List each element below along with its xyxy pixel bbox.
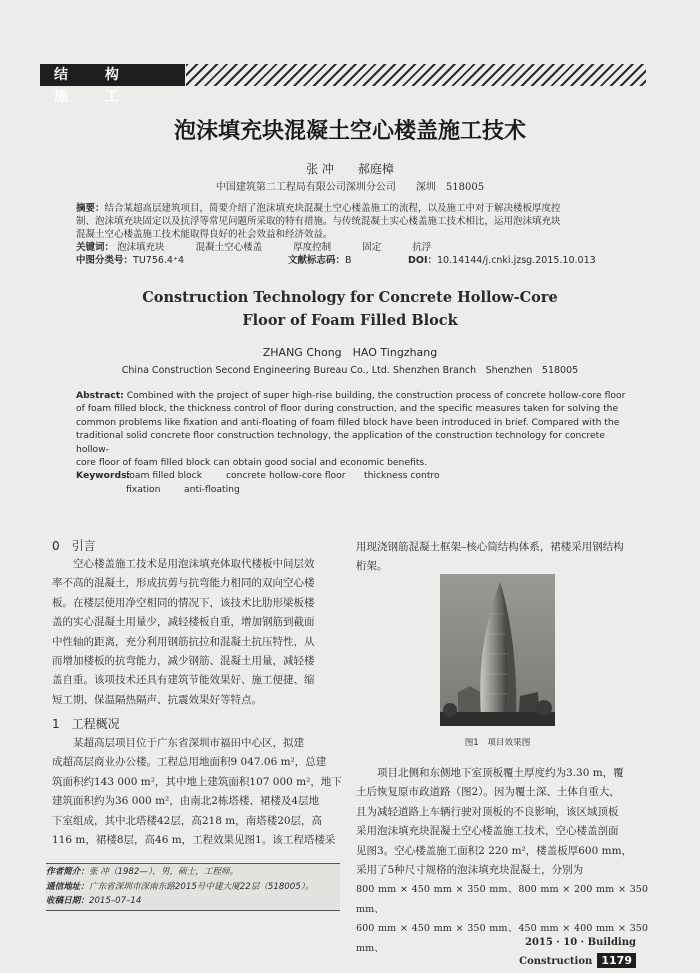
article-title-cn: 泡沫填充块混凝土空心楼盖施工技术: [173, 119, 526, 144]
section-heading-overview: 1 工程概况: [52, 717, 120, 731]
abstract-en-line: common problems like fixation and anti-floating of foam filled block have been introduced in brief. Compared with the: [76, 416, 620, 428]
abstract-cn: [76, 202, 632, 267]
keywords-en: Keywords: foam filled block concrete hollow-core floor thickness contro: [76, 470, 440, 482]
keywords-en-cont: fixation anti-floating: [126, 483, 240, 495]
abstract-cn-line: 摘要：结合某超高层建筑项目，简要介绍了泡沫填充块混凝土空心楼盖施工的流程，以及施工中对于解决楼板厚度控: [76, 203, 561, 214]
abstract-en-label: Abstract:: [76, 390, 124, 401]
issue-label: 2015 · 10 · Building Construction: [519, 937, 636, 967]
section-intro-body: 空心楼盖施工技术是用泡沫填充体取代楼板中间层效 率不高的混凝土，形成抗剪与抗弯能力相同的双向空心楼 板。在楼层使用净空相同的情况下，该技术比肋形梁板楼 盖的实心混凝土用量少，减轻楼板自重，增加钢筋到截面 中性轴的距离，充分利用钢筋抗拉和混凝土抗压特性，从 而增加楼板的抗弯能力，减少钢筋、混凝土用量，减轻楼 盖自重。该项技术还具有建筑节能效果好、施工便捷、缩 短工期、保温隔热隔声、抗震效果好等特点。: [52, 558, 315, 706]
section-label: 结 构 施 工: [40, 64, 185, 86]
figure-caption: 图1 项目效果图: [464, 738, 531, 748]
doi: DOI：10.14144/j.cnki.jzsg.2015.10.013: [408, 255, 596, 266]
authors-en: ZHANG Chong HAO Tingzhang: [262, 346, 438, 359]
abstract-cn-label: 摘要：: [76, 203, 105, 214]
authors-cn: 张 冲 郝庭樟: [306, 162, 394, 176]
project-rendering-image: [440, 574, 555, 726]
abstract-en-line: of foam filled block, the thickness control of floor during construction, and the specific measures taken for solving the: [76, 403, 619, 415]
footnote-author: 作者简介：张 冲（1982—），男，硕士，工程师。: [46, 867, 239, 877]
article-title-en-line2: Floor of Foam Filled Block: [242, 312, 458, 329]
keywords-cn: 关键词： 泡沫填充块 混凝土空心楼盖 厚度控制 固定 抗浮: [76, 242, 432, 253]
abstract-cn-line: 混凝土空心楼盖施工技术能取得良好的社会效益和经济效益。: [76, 229, 333, 240]
affiliation-cn: 中国建筑第二工程局有限公司深圳分公司 深圳 518005: [215, 182, 485, 193]
section-overview-body: 某超高层项目位于广东省深圳市福田中心区，拟建 成超高层商业办公楼。工程总用地面积9 047.06 m²，总建 筑面积约143 000 m²，其中地上建筑面积107 000 m²，地下 建筑面积约为36 000 m²，由南北2栋塔楼、裙楼及4层地 下室组成，其中北塔楼42层，高218 m，南塔楼20层，高 116 m，裙楼8层，高46 m，工程效果见图1。该工程塔楼采: [52, 737, 342, 847]
footnote-received: 收稿日期：2015–07–14: [46, 896, 142, 906]
abstract-en-line: core floor of foam filled block can obtain good social and economic benefits.: [76, 457, 428, 469]
right-column-body: 项目北侧和东侧地下室顶板覆土厚度约为3.30 m，覆 土后恢复原市政道路（图2）。因为覆土深、土体自重大， 且为减轻道路上车辆行驶对顶板的不良影响，该区域顶板 采用泡沫填充块混凝土空心楼盖施工技术，空心楼盖剖面 见图3。空心楼盖施工面积2 220 m²，楼盖板厚600 mm， 采用了5种尺寸规格的泡沫填充块混凝土，分别为 800 mm × 450 mm × 350 mm、800 mm × 200 mm × 350 mm、 600 mm × 450 mm × 350 mm、450 mm × 400 mm × 350 mm、: [356, 767, 648, 954]
author-footnote: [46, 863, 340, 911]
classification-line: [76, 254, 632, 267]
article-title-en-line1: Construction Technology for Concrete Hollow-Core: [142, 289, 558, 306]
abstract-en-line: traditional solid concrete floor construction technology, the application of the construction technology for concrete hollow-: [76, 430, 605, 455]
section-hatch-decoration: [186, 64, 646, 86]
page-number: 1179: [597, 953, 636, 968]
section-heading-intro: 0 引言: [52, 539, 96, 553]
right-column-top: 用现浇钢筋混凝土框架–核心筒结构体系，裙楼采用钢结构 桁架。: [356, 541, 624, 573]
footnote-address: 通信地址：广东省深圳市深南东路2015号中建大厦22层（518005）。: [46, 881, 314, 892]
abstract-cn-line: 制、泡沫填充块固定以及抗浮等常见问题所采取的特有措施。与传统混凝土实心楼盖施工技术相比，运用泡沫填充块: [76, 216, 561, 227]
abstract-en: Abstract: Combined with the project of super high-rise building, the construction process of concrete hollow-core floor of foam filled block, the thickness control of floor during construction, and the specific measures taken for solving the common problems like fixation and anti-floating of foam filled block have been introduced in brief. Compared with the traditional solid concrete floor construction technology, the application of the construction technology for concrete hollow- core floor of foam filled block can obtain good social and economic benefits. Keywords: foam filled block concrete hollow-core floor thickness contro fixation anti-floating: [76, 389, 632, 496]
document-code: 文献标志码：B: [288, 255, 352, 266]
page-footer: [450, 930, 636, 967]
affiliation-en: China Construction Second Engineering Bureau Co., Ltd. Shenzhen Branch Shenzhen 518005: [121, 365, 579, 376]
clc-code: 中图分类号：TU756.4⁺4: [76, 255, 185, 266]
